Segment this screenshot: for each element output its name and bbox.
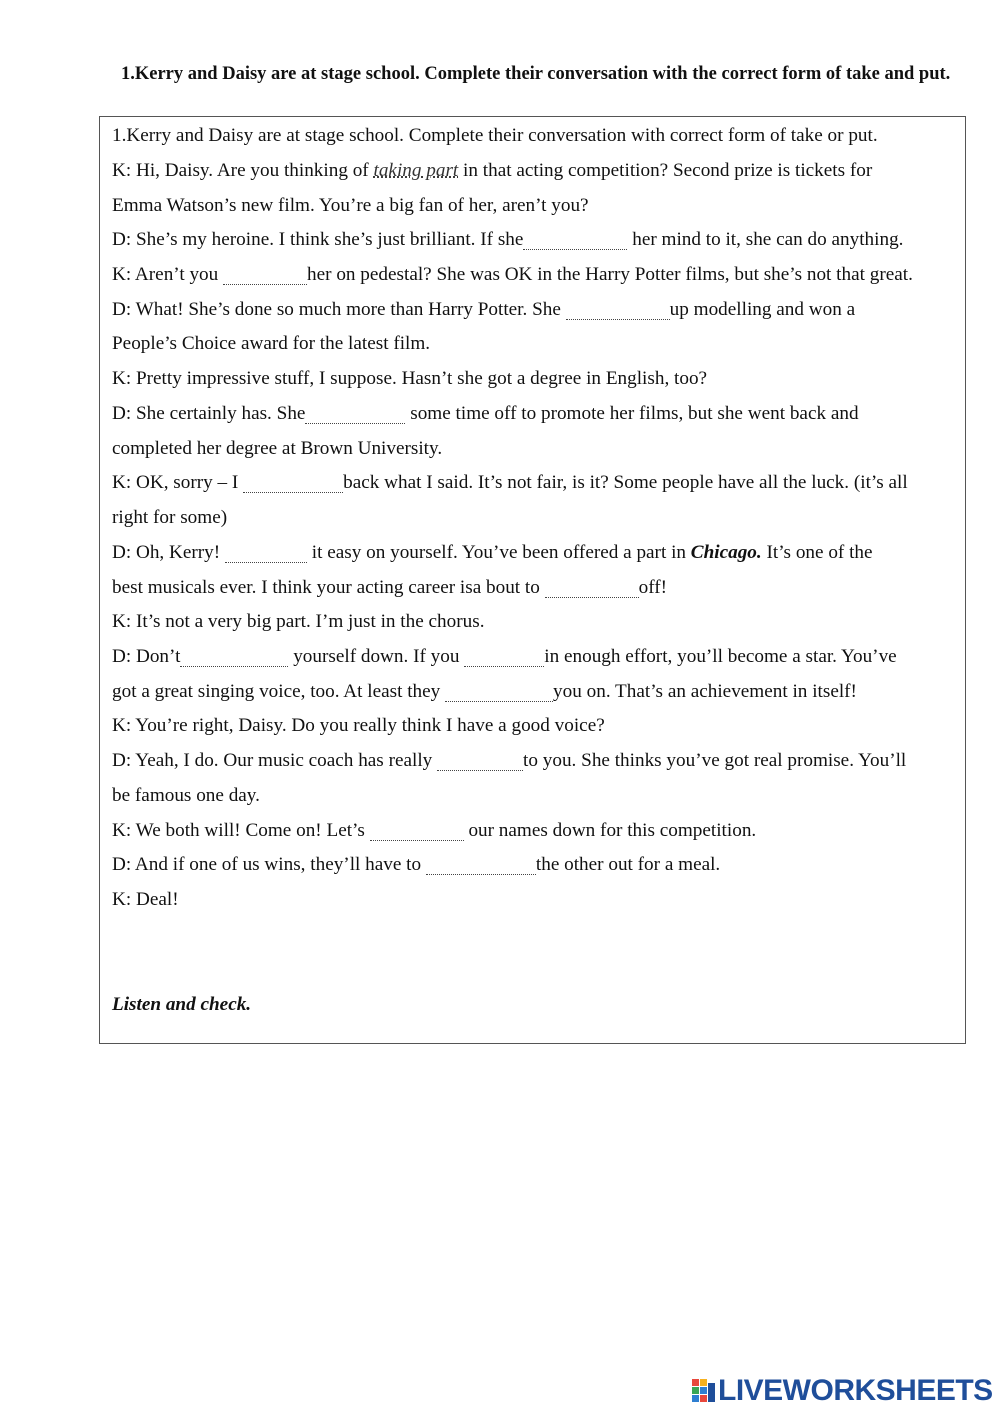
dialogue-line: K: Hi, Daisy. Are you thinking of taking part in that acting competition? Second prize is tickets for [112, 160, 873, 181]
example-answer: taking part [373, 160, 459, 181]
dialogue-line: K: Deal! [112, 889, 179, 910]
dialogue-line: K: We both will! Come on! Let’s our names down for this competition. [112, 820, 757, 841]
exercise-box [99, 116, 966, 1044]
dialogue-line: K: Pretty impressive stuff, I suppose. Hasn’t she got a degree in English, too? [112, 368, 708, 389]
liveworksheets-logo-icon [692, 1377, 716, 1405]
answer-blank-4[interactable] [305, 403, 405, 424]
dialogue-line: D: Don’t yourself down. If you in enough effort, you’ll become a star. You’ve [112, 646, 897, 667]
dialogue-line: right for some) [112, 507, 228, 528]
dialogue-line: completed her degree at Brown University. [112, 438, 443, 459]
liveworksheets-logo [692, 1374, 993, 1408]
answer-blank-8[interactable] [180, 646, 288, 667]
dialogue-line: K: You’re right, Daisy. Do you really think I have a good voice? [112, 715, 605, 736]
answer-blank-1[interactable] [523, 229, 627, 250]
answer-blank-13[interactable] [426, 854, 536, 875]
dialogue-line: K: OK, sorry – I back what I said. It’s not fair, is it? Some people have all the luck. (it’s all [112, 472, 908, 493]
answer-blank-9[interactable] [464, 646, 544, 667]
answer-blank-6[interactable] [225, 542, 307, 563]
answer-blank-12[interactable] [370, 820, 464, 841]
answer-blank-10[interactable] [445, 681, 553, 702]
dialogue-line: D: Yeah, I do. Our music coach has really to you. She thinks you’ve got real promise. You’ll [112, 750, 907, 771]
listen-and-check: Listen and check. [112, 994, 252, 1015]
dialogue-line: People’s Choice award for the latest film. [112, 333, 431, 354]
answer-blank-7[interactable] [545, 577, 639, 598]
dialogue-line: D: What! She’s done so much more than Harry Potter. She up modelling and won a [112, 299, 856, 320]
answer-blank-3[interactable] [566, 299, 670, 320]
answer-blank-2[interactable] [223, 264, 307, 285]
dialogue-line: be famous one day. [112, 785, 260, 806]
dialogue-line: got a great singing voice, too. At least they you on. That’s an achievement in itself! [112, 681, 857, 702]
dialogue-line: D: And if one of us wins, they’ll have to the other out for a meal. [112, 854, 721, 875]
dialogue-line: K: Aren’t you her on pedestal? She was OK in the Harry Potter films, but she’s not that great. [112, 264, 913, 285]
dialogue-line: D: She’s my heroine. I think she’s just brilliant. If she her mind to it, she can do anything. [112, 229, 904, 250]
dialogue-line: Emma Watson’s new film. You’re a big fan of her, aren’t you? [112, 195, 589, 216]
dialogue-line: K: It’s not a very big part. I’m just in the chorus. [112, 611, 485, 632]
intro-line: 1.Kerry and Daisy are at stage school. Complete their conversation with correct form of take or put. [112, 125, 878, 146]
dialogue-line: best musicals ever. I think your acting career isa bout to off! [112, 577, 668, 598]
answer-blank-11[interactable] [437, 750, 523, 771]
liveworksheets-logo-text: LIVEWORKSHEETS [718, 1374, 993, 1407]
exercise-heading: 1.Kerry and Daisy are at stage school. Complete their conversation with the correct form of take and put. [121, 64, 951, 84]
answer-blank-5[interactable] [243, 472, 343, 493]
dialogue-line: D: She certainly has. She some time off to promote her films, but she went back and [112, 403, 859, 424]
dialogue-line: D: Oh, Kerry! it easy on yourself. You’ve been offered a part in Chicago. It’s one of the [112, 542, 873, 563]
